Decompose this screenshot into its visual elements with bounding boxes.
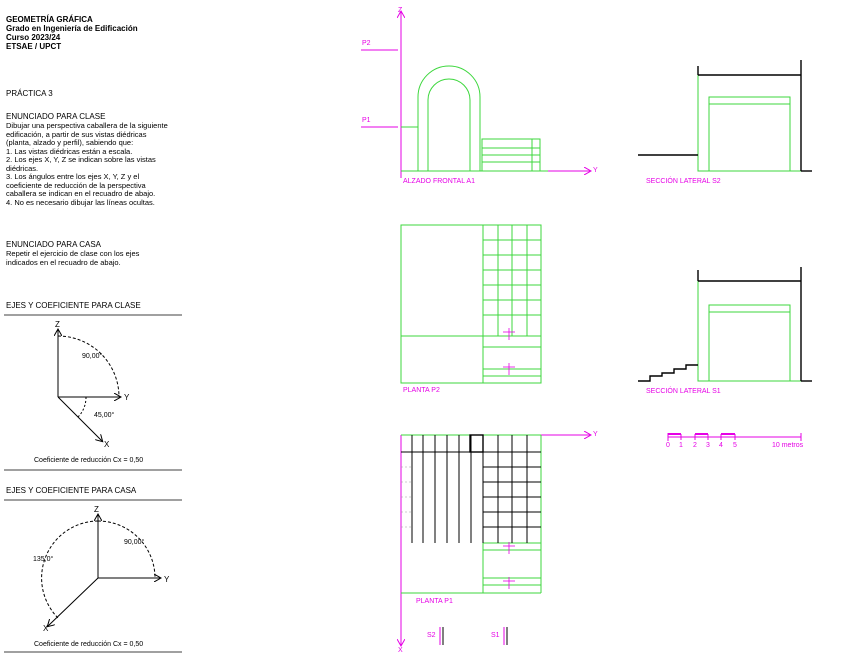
s1-mark: S1 [491,632,500,639]
course-year: Curso 2023/24 [6,33,61,42]
degree-name: Grado en Ingeniería de Edificación [6,24,138,33]
plan-p1-caption: PLANTA P1 [416,598,453,605]
plan-x-label: X [398,647,403,654]
class-statement-title: ENUNCIADO PARA CLASE [6,112,106,121]
practice-number: PRÁCTICA 3 [6,89,53,98]
plan-p2-caption: PLANTA P2 [403,387,440,394]
arch-outer [418,66,480,171]
scale-label-4: 4 [719,442,723,449]
class-axes-title: EJES Y COEFICIENTE PARA CLASE [6,301,141,310]
scale-label-0: 0 [666,442,670,449]
p2-mark: P2 [362,40,371,47]
home-reduction-coefficient: Coeficiente de reducción Cx = 0,50 [34,641,144,648]
scale-label-3: 3 [706,442,710,449]
scale-label-1: 1 [679,442,683,449]
home-arc-xz [42,521,98,618]
home-axis-z-label: Z [94,505,99,514]
home-axis-y-label: Y [164,575,170,584]
class-angle-xy: 45,00° [94,412,115,419]
elevation-z-label: Z [398,7,403,14]
home-axes-diagram [42,515,160,626]
p1-mark: P1 [362,117,371,124]
school-name: ETSAE / UPCT [6,42,62,51]
side-section-s2 [638,60,812,171]
class-arc-xy [78,397,86,417]
plan-y-label: Y [593,431,598,438]
section-s1-caption: SECCIÓN LATERAL S1 [646,388,721,395]
course-title: GEOMETRÍA GRÁFICA [6,15,93,24]
class-reduction-coefficient: Coeficiente de reducción Cx = 0,50 [34,457,144,464]
scale-label-end: 10 metros [772,442,804,449]
class-arc-yz [58,336,119,397]
home-angle-zy: 90,00° [124,539,145,546]
home-x-axis [48,578,98,626]
scale-label-5: 5 [733,442,737,449]
home-angle-xz: 135,0° [33,556,54,563]
scale-bar [668,433,801,441]
scale-label-2: 2 [693,442,697,449]
class-axis-z-label: Z [55,320,60,329]
arch-inner [428,79,470,171]
home-statement-body: Repetir el ejercicio de clase con los ejes indicados en el recuadro de abajo. [6,249,140,267]
home-axis-x-label: X [43,624,49,633]
elevation-caption: ALZADO FRONTAL A1 [403,178,475,185]
plan-p2 [401,225,541,383]
elevation-y-label: Y [593,167,598,174]
home-statement-title: ENUNCIADO PARA CASA [6,240,101,249]
s2-mark: S2 [427,632,436,639]
class-axes-diagram [58,330,120,441]
home-axes-title: EJES Y COEFICIENTE PARA CASA [6,486,137,495]
front-elevation-view [361,12,590,178]
side-section-s1 [638,267,812,381]
class-angle-yz: 90,00° [82,353,103,360]
class-x-axis [58,397,102,441]
class-statement-body: Dibujar una perspectiva caballera de la siguiente edificación, a partir de sus vistas diédricas (planta, alzado y perfil), sabiendo que: 1. Las vistas diédricas están a escala. 2. Los ejes X, Y, Z se indican sobre las vistas diédricas. 3. Los ángulos entre los ejes X, Y, Z y el coeficiente de reducción de la perspectiva caballera se indican en el recuadro de abajo. 4. No es necesario dibujar las líneas ocultas. [6,121,168,207]
plan-p1 [401,435,590,645]
home-arc-zy [98,521,155,578]
section-s2-caption: SECCIÓN LATERAL S2 [646,178,721,185]
class-axis-y-label: Y [124,393,130,402]
class-axis-x-label: X [104,440,110,449]
